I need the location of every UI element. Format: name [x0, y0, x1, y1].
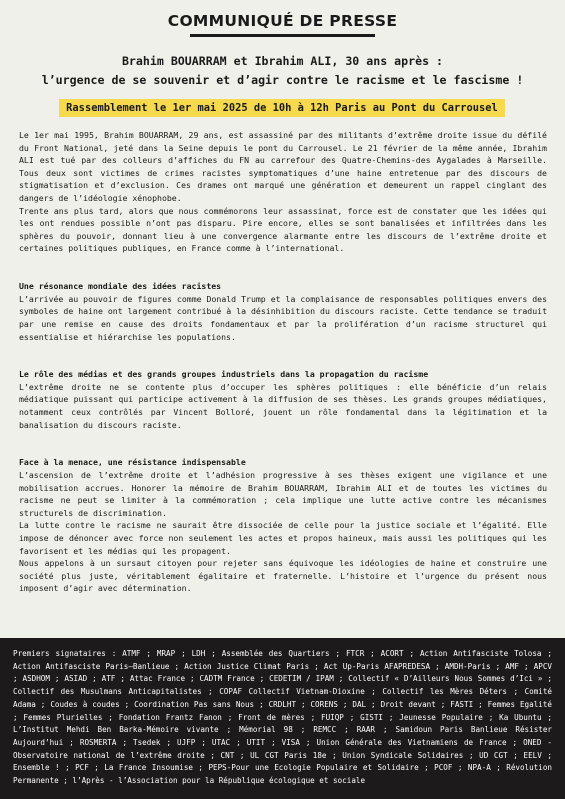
section-paragraph-media: L’extrême droite ne se contente plus d’occuper les sphères politiques : elle bénéficie d’un relais médiatique puissant qui participe activement à la diffusion de ses thèses. Les grands groupes médiatiques, notamment ceux contrôlés par Vincent Bolloré, jouent un rôle fondamental dans la légitimation et la banalisation du discours raciste. — [19, 381, 547, 430]
section-paragraph-resistance-3: Nous appelons à un sursaut citoyen pour rejeter sans équivoque les idéologies de haine et construire une société plus juste, véritablement égalitaire et fraternelle. L’histoire et l’urgence du présent nous imposent d’agir avec détermination. — [19, 558, 547, 594]
section-paragraph-resistance-1: L’ascension de l’extrême droite et l’adhésion progressive à ses thèses exigent une vigilance et une mobilisation accrues. Honorer la mémoire de Brahim BOUARRAM, Ibrahim ALI et de toutes les victimes du racisme ne peut se limiter à la commémoration ; cela implique une lutte active contre les mécanismes structurels de discrimination. — [19, 470, 547, 518]
headline-line-1: Brahim BOUARRAM et Ibrahim ALI, 30 ans après : — [121, 54, 444, 68]
headline — [0, 52, 565, 90]
section-title-resistance: Face à la menace, une résistance indispensable — [19, 457, 246, 468]
title-underline — [190, 34, 375, 37]
signatories-footer — [0, 638, 565, 799]
document-title: COMMUNIQUÉ DE PRESSE — [167, 12, 398, 30]
section-paragraph-global: L’arrivée au pouvoir de figures comme Donald Trump et la complaisance de responsables politiques envers des symboles de haine ont largement contribué à la désinhibition du discours raciste. Cette tendance se traduit par une remise en cause des droits fondamentaux et par la prolifération d’un racisme structurel qui essentialise et hiérarchise les populations. — [19, 293, 547, 342]
body-text — [19, 129, 547, 595]
intro-paragraph-2: Trente ans plus tard, alors que nous commémorons leur assassinat, force est de constater que les idées qui les ont rendues possible n’ont pas disparu. Pire encore, elles se sont banalisées et infiltrées dans les sphères du pouvoir, donnant lieu à une convergence alarmante entre les discours de l’extrême droite et certaines politiques publiques, en France comme à l’international. — [19, 205, 547, 254]
signatories-list: Premiers signataires : ATMF ; MRAP ; LDH ; Assemblée des Quartiers ; FTCR ; ACORT ; Action Antifasciste Tolosa ; Action Antifasciste Paris–Banlieue ; Action Justice Climat Paris ; Act Up-Paris AFAPREDESA ; AMDH-Paris ; AMF ; APCV ; ASDHOM ; ASIAD ; ATF ; Attac France ; CADTM France ; CEDETIM / IPAM ; Collectif « D’Ailleurs Nous Sommes d’Ici » ; Collectif des Musulmans Anticapitalistes ; COPAF Collectif Vietnam-Dioxine ; Collectif les Mères Déters ; Comité Adama ; Coudes à coudes ; Coordination Pas sans Nous ; CRDLHT ; CORENS ; DAL ; Droit devant ; FASTI ; Femmes Egalité ; Femmes Plurielles ; Fondation Frantz Fanon ; Front de mères ; FUIQP ; GISTI ; Jeunesse Populaire ; Ka Ubuntu ; L’Institut Mehdi Ben Barka-Mémoire vivante ; Mémorial 98 ; REMCC ; RAAR ; Samidoun Paris Banlieue Résister Aujourd’hui ; ROSMERTA ; Tsedek ; UJFP ; UTAC ; UTIT ; VISA ; Union Générale des Vietnamiens de France ; ONED - Observatoire national de l’extrême droite ; CNT ; UL CGT Paris 18e ; Union Syndicale Solidaires ; UD CGT ; EELV ; Ensemble ! ; PCF ; La France Insoumise ; PEPS-Pour une Ecologie Populaire et Solidaire ; PCOF ; NPA-A ; Révolution Permanente ; l’Après - l’Association pour la République écologique et sociale — [13, 649, 552, 786]
intro-paragraph-1: Le 1er mai 1995, Brahim BOUARRAM, 29 ans, est assassiné par des militants d’extrême droite issue du défilé du Front National, jeté dans la Seine depuis le pont du Carrousel. Le 21 février de la même année, Ibrahim ALI est tué par des colleurs d’affiches du FN au carrefour des Quatre-Chemins-des Aygalades à Marseille. Tous deux sont victimes de crimes racistes symptomatiques d’une haine entretenue par des discours de stigmatisation et d’exclusion. Ces drames ont marqué une génération et demeurent un rappel cinglant des dangers de l’idéologie xénophobe. — [19, 130, 547, 203]
headline-line-2: l’urgence de se souvenir et d’agir contre le racisme et le fascisme ! — [41, 73, 524, 87]
event-banner: Rassemblement le 1er mai 2025 de 10h à 12h Paris au Pont du Carrousel — [59, 99, 505, 117]
section-title-global: Une résonance mondiale des idées racistes — [19, 281, 222, 292]
section-title-media: Le rôle des médias et des grands groupes industriels dans la propagation du racisme — [19, 369, 429, 380]
section-paragraph-resistance-2: La lutte contre le racisme ne saurait être dissociée de celle pour la justice sociale et l’égalité. Elle impose de dénoncer avec force non seulement les actes et propos haineux, mais aussi les politiques qui les favorisent et les médias qui les propagent. — [19, 520, 547, 556]
